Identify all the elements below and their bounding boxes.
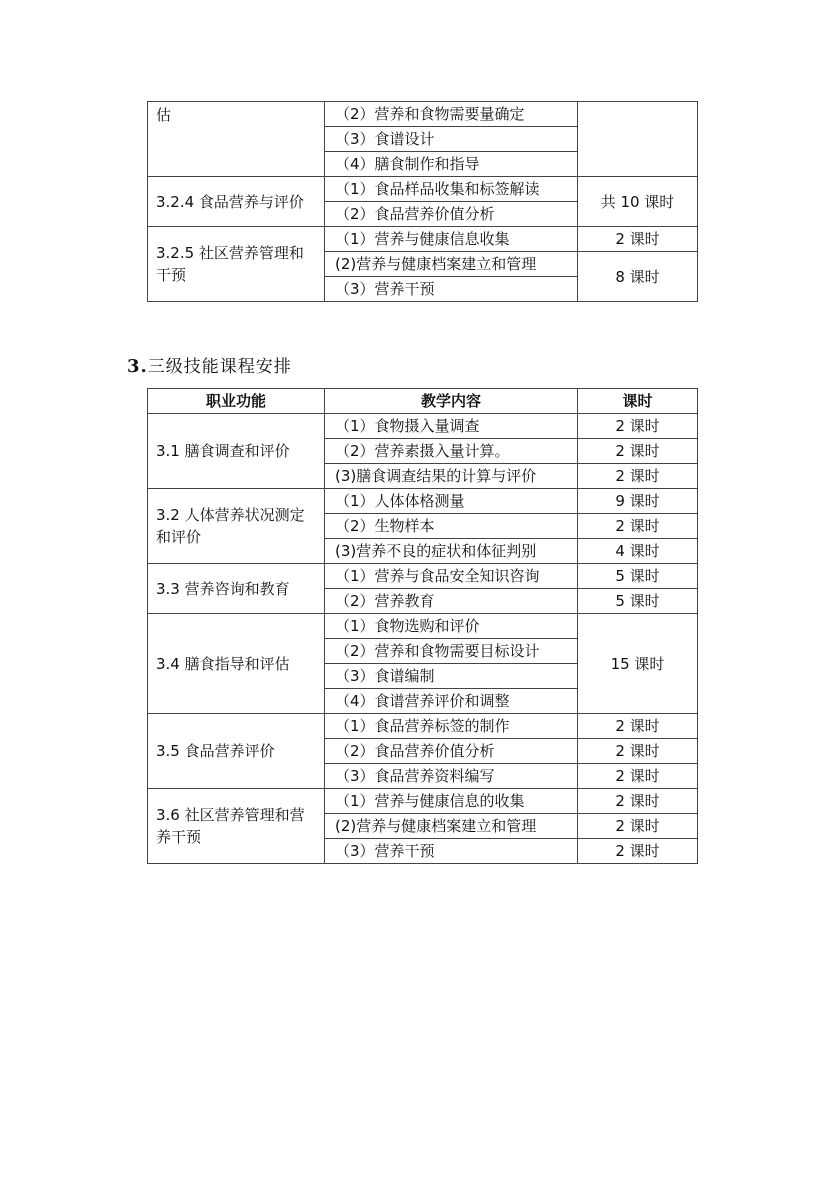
hours-cell: 2 课时 <box>578 514 698 539</box>
hours-cell <box>578 102 698 177</box>
table-row <box>148 489 698 514</box>
level3-skill-course-table <box>147 388 698 864</box>
function-cell: 3.5 食品营养评价 <box>148 714 325 789</box>
table-row <box>148 177 698 202</box>
hours-cell: 2 课时 <box>578 414 698 439</box>
header-content: 教学内容 <box>325 389 578 414</box>
content-cell: （3）营养干预 <box>325 277 578 302</box>
function-cell: 3.1 膳食调查和评价 <box>148 414 325 489</box>
function-cell: 3.2.5 社区营养管理和干预 <box>148 227 325 302</box>
hours-cell: 8 课时 <box>578 252 698 302</box>
content-cell: （4）膳食制作和指导 <box>325 152 578 177</box>
hours-cell: 9 课时 <box>578 489 698 514</box>
table-row <box>148 614 698 639</box>
table-row <box>148 414 698 439</box>
hours-cell: 2 课时 <box>578 439 698 464</box>
header-function: 职业功能 <box>148 389 325 414</box>
hours-cell: 2 课时 <box>578 227 698 252</box>
content-cell: （1）食物摄入量调查 <box>325 414 578 439</box>
content-cell: （1）营养与食品安全知识咨询 <box>325 564 578 589</box>
content-cell: （3）食品营养资料编写 <box>325 764 578 789</box>
content-cell: （1）食物选购和评价 <box>325 614 578 639</box>
content-cell: （2）食品营养价值分析 <box>325 202 578 227</box>
content-cell: （2）营养教育 <box>325 589 578 614</box>
content-cell: （2）营养和食物需要目标设计 <box>325 639 578 664</box>
hours-cell: 5 课时 <box>578 589 698 614</box>
curriculum-table-continued <box>147 101 698 302</box>
hours-cell: 2 课时 <box>578 464 698 489</box>
content-cell: （2）食品营养价值分析 <box>325 739 578 764</box>
function-cell: 3.2 人体营养状况测定和评价 <box>148 489 325 564</box>
hours-cell: 2 课时 <box>578 814 698 839</box>
hours-cell: 2 课时 <box>578 789 698 814</box>
content-cell: (3)膳食调查结果的计算与评价 <box>325 464 578 489</box>
hours-cell: 2 课时 <box>578 839 698 864</box>
content-cell: （2）生物样本 <box>325 514 578 539</box>
content-cell: （1）营养与健康信息收集 <box>325 227 578 252</box>
content-cell: （4）食谱营养评价和调整 <box>325 689 578 714</box>
content-cell: (2)营养与健康档案建立和管理 <box>325 252 578 277</box>
function-cell: 3.6 社区营养管理和营养干预 <box>148 789 325 864</box>
table-row <box>148 102 698 127</box>
table-header-row <box>148 389 698 414</box>
content-cell: （2）营养素摄入量计算。 <box>325 439 578 464</box>
hours-cell: 2 课时 <box>578 739 698 764</box>
content-cell: （3）营养干预 <box>325 839 578 864</box>
function-cell: 3.3 营养咨询和教育 <box>148 564 325 614</box>
section-heading <box>127 352 292 377</box>
function-cell: 3.2.4 食品营养与评价 <box>148 177 325 227</box>
content-cell: （2）营养和食物需要量确定 <box>325 102 578 127</box>
section-number: 3. <box>127 356 148 377</box>
content-cell: (3)营养不良的症状和体征判别 <box>325 539 578 564</box>
content-cell: （1）人体体格测量 <box>325 489 578 514</box>
content-cell: （3）食谱编制 <box>325 664 578 689</box>
section-title-text: 三级技能课程安排 <box>147 357 292 377</box>
hours-cell: 4 课时 <box>578 539 698 564</box>
content-cell: （3）食谱设计 <box>325 127 578 152</box>
function-cell: 3.4 膳食指导和评估 <box>148 614 325 714</box>
content-cell: （1）食品营养标签的制作 <box>325 714 578 739</box>
table-row <box>148 227 698 252</box>
hours-cell: 15 课时 <box>578 614 698 714</box>
table-row <box>148 714 698 739</box>
hours-cell: 2 课时 <box>578 764 698 789</box>
hours-cell: 2 课时 <box>578 714 698 739</box>
hours-cell: 共 10 课时 <box>578 177 698 227</box>
content-cell: （1）营养与健康信息的收集 <box>325 789 578 814</box>
header-hours: 课时 <box>578 389 698 414</box>
hours-cell: 5 课时 <box>578 564 698 589</box>
table-row <box>148 789 698 814</box>
function-cell: 估 <box>148 102 325 177</box>
content-cell: （1）食品样品收集和标签解读 <box>325 177 578 202</box>
table-row <box>148 564 698 589</box>
content-cell: (2)营养与健康档案建立和管理 <box>325 814 578 839</box>
